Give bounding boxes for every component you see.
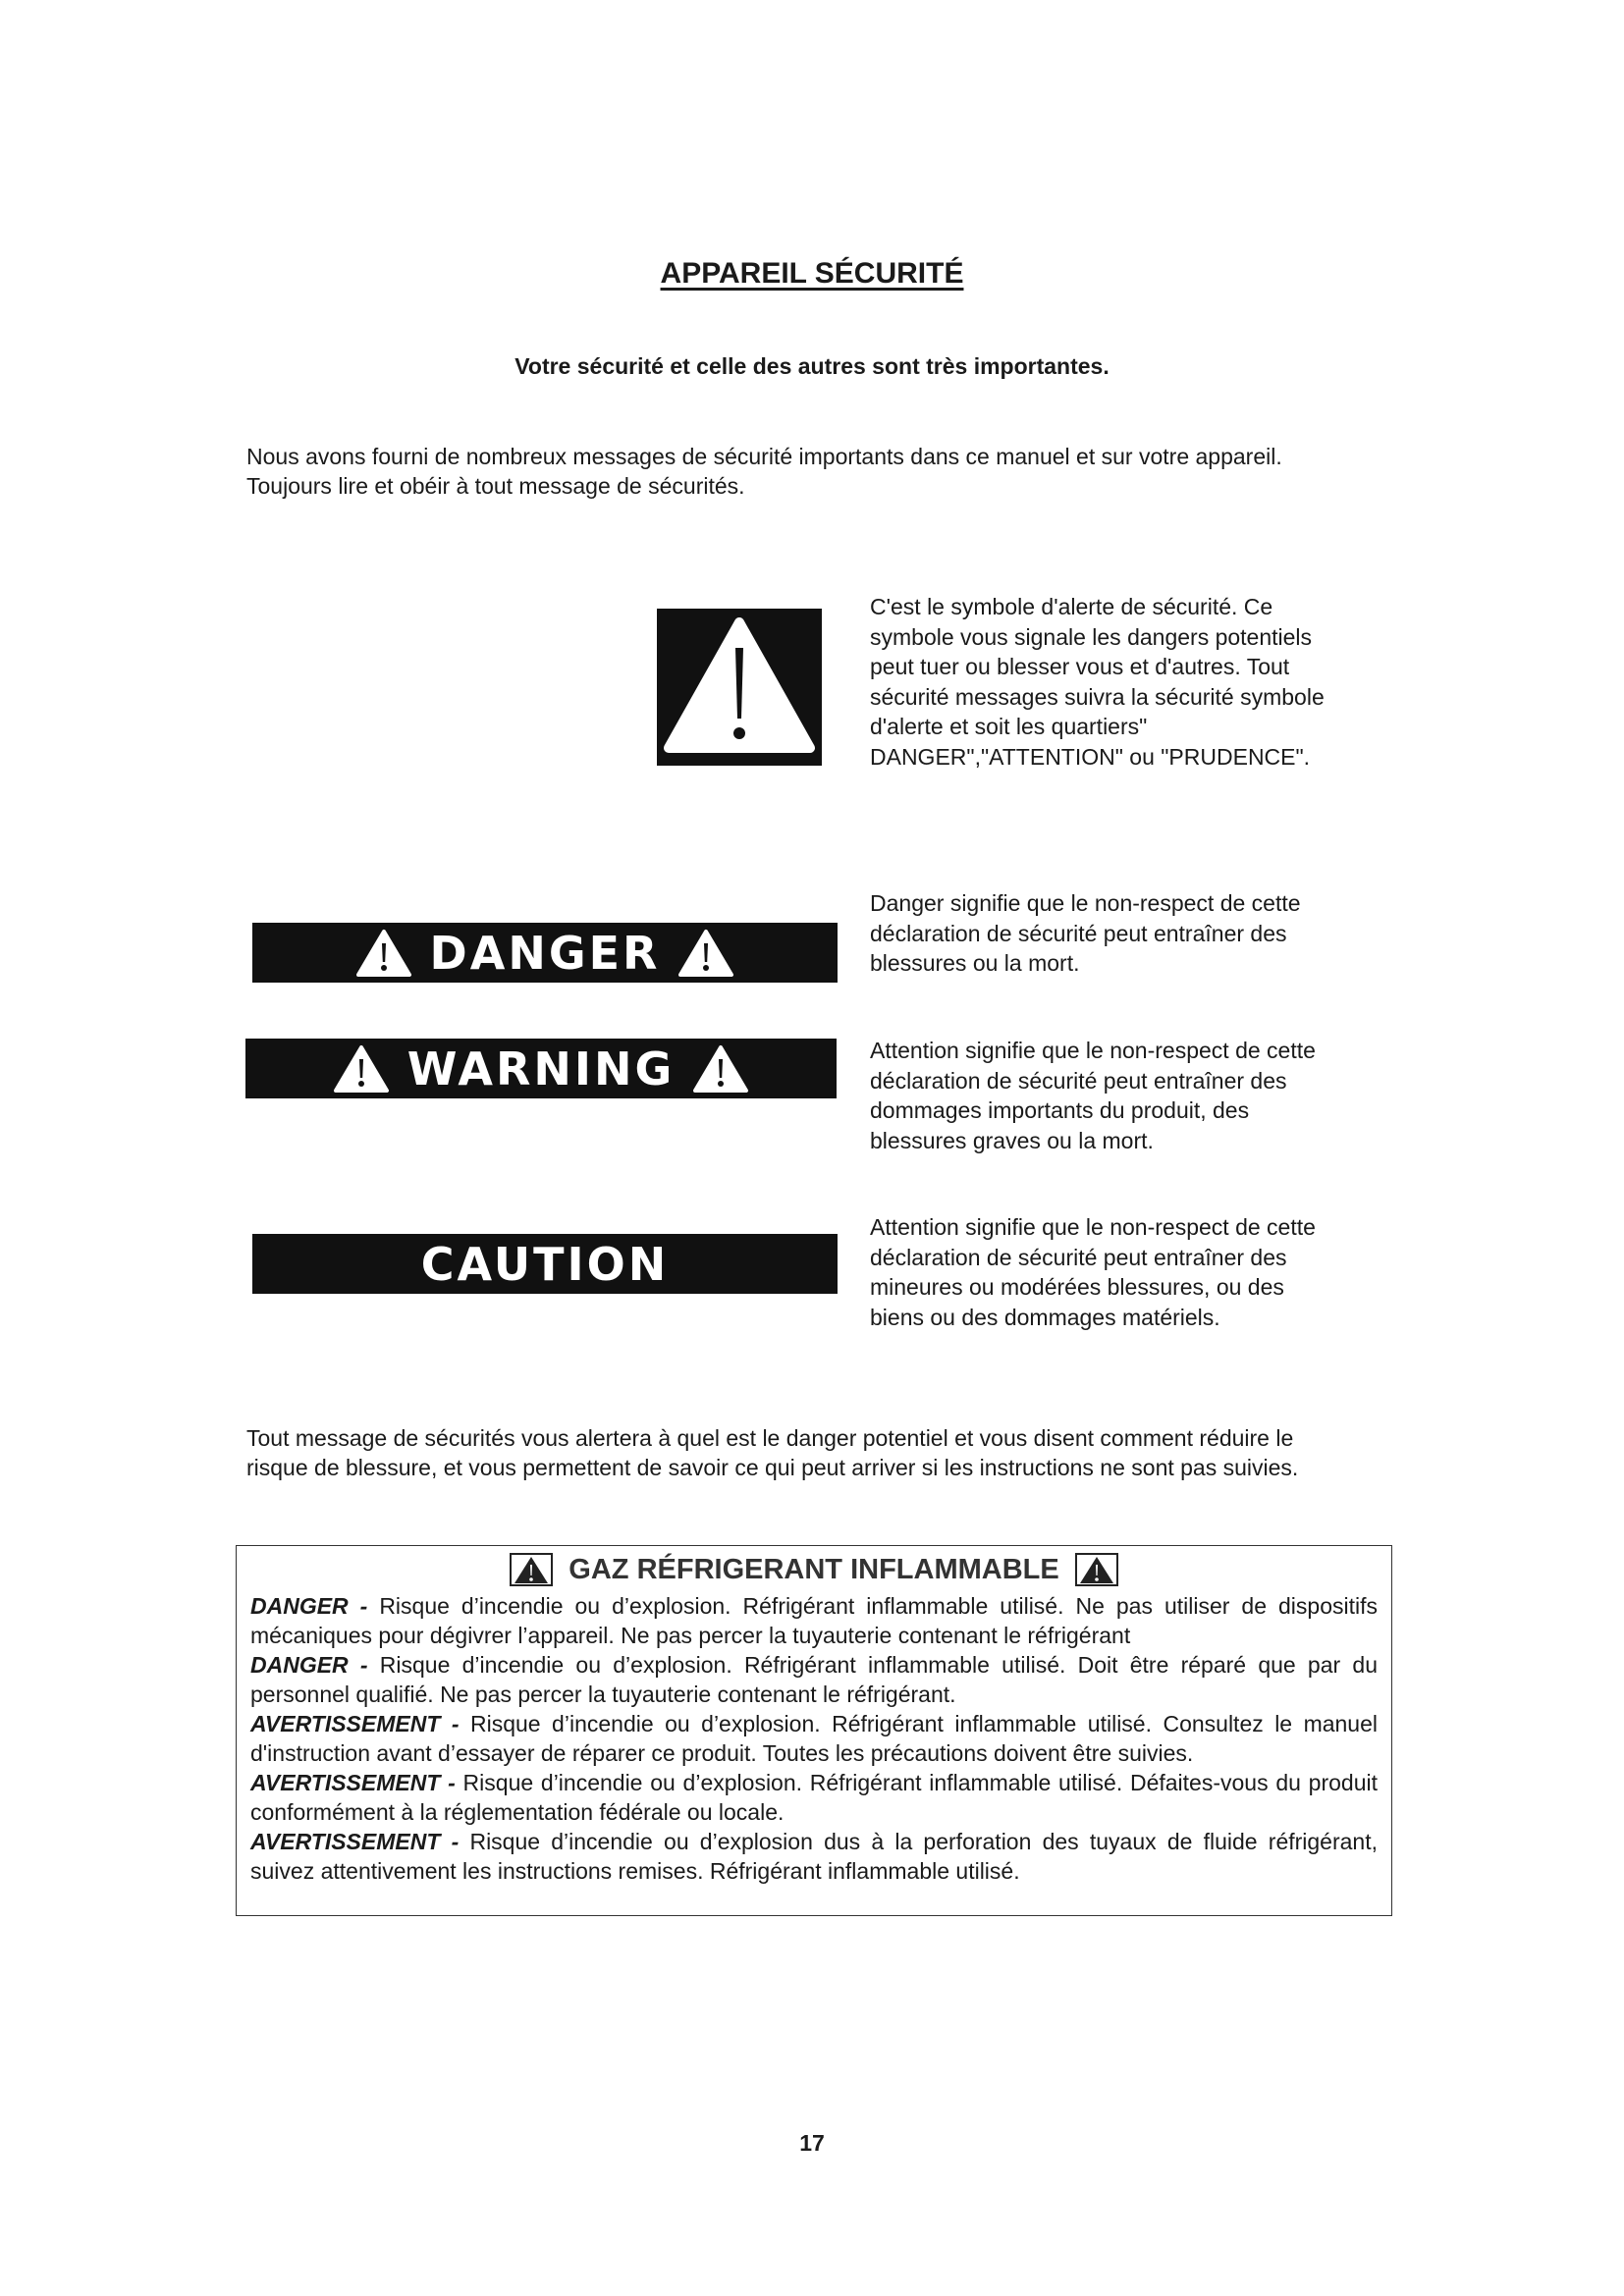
hazard-item-label: DANGER - bbox=[250, 1652, 368, 1678]
hazard-item-text: Risque d’incendie ou d’explosion. Réfrigérant inflammable utilisé. Ne pas utiliser de dispositifs mécaniques pour dégivrer l’appareil. Ne pas percer la tuyauterie contenant le réfrigérant bbox=[250, 1593, 1378, 1648]
boxed-warning-triangle-icon bbox=[1075, 1553, 1118, 1586]
hazard-box-title: GAZ RÉFRIGERANT INFLAMMABLE bbox=[568, 1553, 1059, 1585]
warning-signal-banner bbox=[245, 1039, 837, 1098]
danger-description: Danger signifie que le non-respect de cette déclaration de sécurité peut entraîner des blessures ou la mort. bbox=[870, 890, 1301, 976]
caution-signal-banner bbox=[252, 1234, 838, 1294]
flammable-refrigerant-box bbox=[236, 1545, 1392, 1916]
safety-alert-triangle-icon bbox=[657, 609, 822, 766]
hazard-item-text: Risque d’incendie ou d’explosion. Réfrigérant inflammable utilisé. Consultez le manuel d'instruction avant d’essayer de réparer ce produit. Toutes les précautions doivent être suivies. bbox=[250, 1711, 1379, 1766]
warning-triangle-icon bbox=[355, 929, 412, 978]
hazard-item bbox=[250, 1768, 1378, 1827]
warning-triangle-icon bbox=[677, 929, 734, 978]
hazard-item bbox=[250, 1709, 1378, 1768]
hazard-item-text: Risque d’incendie ou d’explosion dus à la perforation des tuyaux de fluide réfrigérant, suivez attentivement les instructions remises. Réfrigérant inflammable utilisé. bbox=[250, 1829, 1378, 1884]
hazard-item bbox=[250, 1650, 1378, 1709]
caution-label: CAUTION bbox=[420, 1237, 670, 1291]
page-subtitle: Votre sécurité et celle des autres sont très importantes. bbox=[514, 353, 1110, 379]
hazard-item-label: AVERTISSEMENT - bbox=[250, 1770, 456, 1795]
intro-paragraph: Nous avons fourni de nombreux messages de sécurité importants dans ce manuel et sur votre appareil. Toujours lire et obéir à tout message de sécurités. bbox=[246, 444, 1282, 499]
alert-symbol-description: C'est le symbole d'alerte de sécurité. Ce symbole vous signale les dangers potentiels peut tuer ou blesser vous et d'autres. Tout sécurité messages suivra la sécurité symbole d'alerte et soit les quartiers" DANGER","ATTENTION" ou "PRUDENCE". bbox=[870, 594, 1325, 770]
page-number: 17 bbox=[799, 2130, 825, 2156]
warning-label: WARNING bbox=[406, 1041, 676, 1095]
warning-description: Attention signifie que le non-respect de cette déclaration de sécurité peut entraîner des dommages importants du produit, des blessures graves ou la mort. bbox=[870, 1038, 1316, 1153]
danger-label: DANGER bbox=[429, 926, 661, 980]
hazard-item-label: DANGER - bbox=[250, 1593, 368, 1619]
hazard-item bbox=[250, 1827, 1378, 1886]
hazard-item-text: Risque d’incendie ou d’explosion. Réfrigérant inflammable utilisé. Défaites-vous du produit conformément à la réglementation fédérale ou locale. bbox=[250, 1770, 1378, 1825]
warning-triangle-icon bbox=[692, 1044, 749, 1094]
summary-paragraph: Tout message de sécurités vous alertera à quel est le danger potentiel et vous disent comment réduire le risque de blessure, et vous permettent de savoir ce qui peut arriver si les instructions ne sont pas suivies. bbox=[246, 1425, 1299, 1480]
hazard-item-label: AVERTISSEMENT - bbox=[250, 1711, 460, 1736]
caution-description: Attention signifie que le non-respect de cette déclaration de sécurité peut entraîner des mineures ou modérées blessures, ou des biens ou des dommages matériels. bbox=[870, 1214, 1316, 1330]
boxed-warning-triangle-icon bbox=[510, 1553, 553, 1586]
hazard-item-text: Risque d’incendie ou d’explosion. Réfrigérant inflammable utilisé. Doit être réparé que par du personnel qualifié. Ne pas percer la tuyauterie contenant le réfrigérant. bbox=[250, 1652, 1378, 1707]
hazard-item-label: AVERTISSEMENT - bbox=[250, 1829, 460, 1854]
warning-triangle-icon bbox=[333, 1044, 390, 1094]
hazard-box-header bbox=[237, 1550, 1391, 1589]
hazard-warning-list bbox=[237, 1591, 1391, 1886]
hazard-item bbox=[250, 1591, 1378, 1650]
page-title: APPAREIL SÉCURITÉ bbox=[660, 257, 964, 290]
danger-signal-banner bbox=[252, 923, 838, 983]
